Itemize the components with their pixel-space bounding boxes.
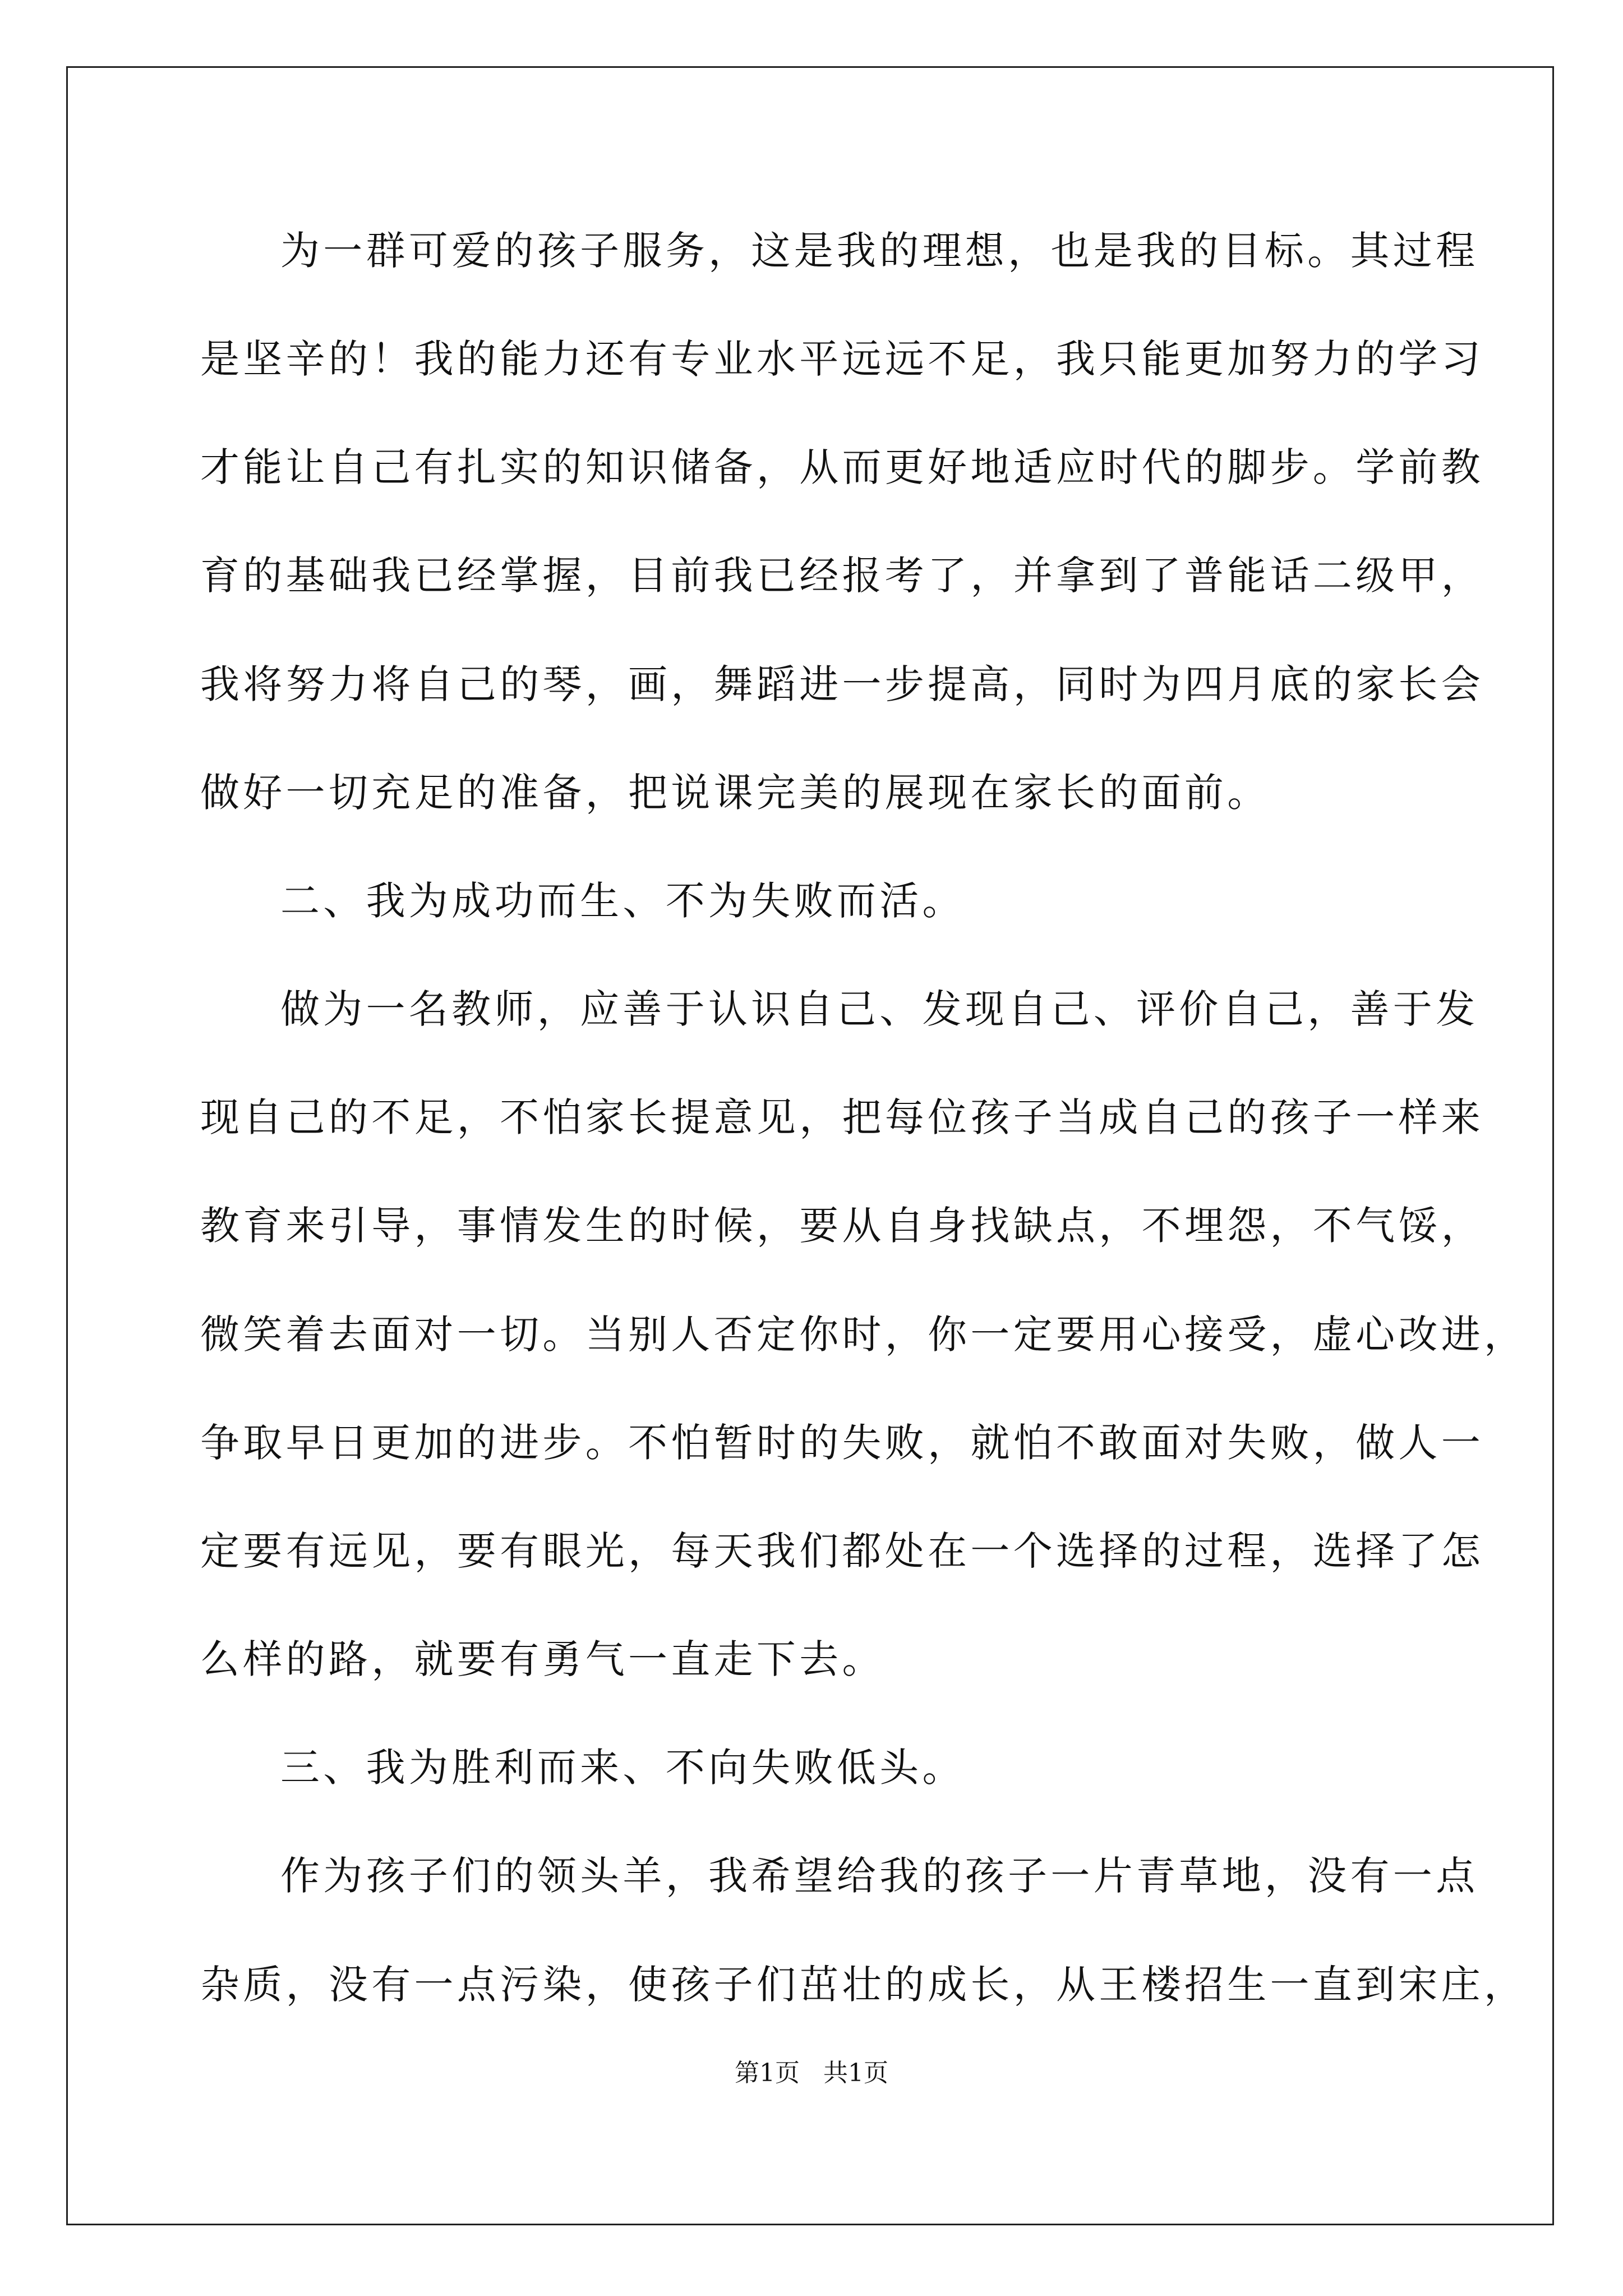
text-line: 是坚辛的！我的能力还有专业水平远远不足，我只能更加努力的学习	[200, 336, 1484, 382]
text-line: 现自己的不足，不怕家长提意见，把每位孩子当成自己的孩子一样来	[200, 1094, 1484, 1140]
text-line: 作为孩子们的领头羊，我希望给我的孩子一片青草地，没有一点	[280, 1853, 1479, 1899]
text-line: 定要有远见，要有眼光，每天我们都处在一个选择的过程，选择了怎	[200, 1528, 1484, 1574]
text-line: 杂质，没有一点污染，使孩子们茁壮的成长，从王楼招生一直到宋庄，	[200, 1962, 1527, 2008]
text-line: 育的基础我已经掌握，目前我已经报考了，并拿到了普能话二级甲，	[200, 553, 1484, 599]
section-heading: 三、我为胜利而来、不向失败低头。	[280, 1745, 965, 1791]
text-line: 微笑着去面对一切。当别人否定你时，你一定要用心接受，虚心改进，	[200, 1312, 1527, 1358]
text-line: 么样的路，就要有勇气一直走下去。	[200, 1636, 885, 1682]
text-line: 教育来引导，事情发生的时候，要从自身找缺点，不埋怨，不气馁，	[200, 1203, 1484, 1249]
text-line: 做为一名教师，应善于认识自己、发现自己、评价自己，善于发	[280, 986, 1479, 1032]
text-line: 争取早日更加的进步。不怕暂时的失败，就怕不敢面对失败，做人一	[200, 1420, 1484, 1466]
text-line: 为一群可爱的孩子服务，这是我的理想，也是我的目标。其过程	[280, 228, 1479, 274]
text-line: 才能让自己有扎实的知识储备，从而更好地适应时代的脚步。学前教	[200, 444, 1484, 490]
text-line: 做好一切充足的准备，把说课完美的展现在家长的面前。	[200, 770, 1270, 816]
text-line: 我将努力将自己的琴，画，舞蹈进一步提高，同时为四月底的家长会	[200, 661, 1484, 707]
section-heading: 二、我为成功而生、不为失败而活。	[280, 878, 965, 924]
page-footer: 第1页 共1页	[735, 2059, 888, 2087]
